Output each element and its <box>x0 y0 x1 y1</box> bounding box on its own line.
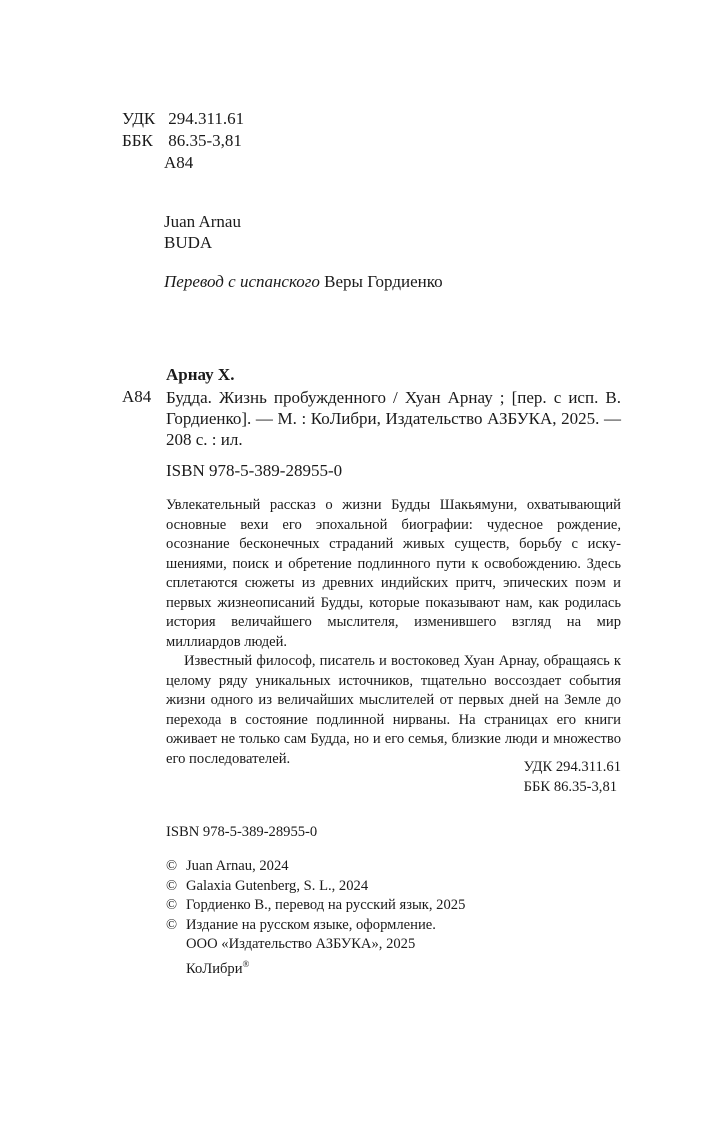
card-author-heading: Арнау Х. <box>166 365 235 384</box>
copyright-text: Juan Arnau, 2024 <box>186 858 289 874</box>
author-mark: А84 <box>164 153 194 172</box>
copyright-line <box>166 877 465 897</box>
copyright-symbol: © <box>166 916 178 933</box>
isbn-bottom: ISBN 978-5-389-28955-0 <box>166 824 318 840</box>
copyright-text: Galaxia Gutenberg, S. L., 2024 <box>186 877 369 894</box>
registered-mark: ® <box>242 958 250 969</box>
copyright-text: Гордиенко В., перевод на русский язык, 2025 <box>186 897 466 913</box>
copyright-block <box>166 857 465 979</box>
card-description: Будда. Жизнь пробужденного / Хуан Арнау ; [пер. с исп. В. Гордиенко]. — М. : КоЛибри, Издательство АЗБУКА, 2025. — 208 с. : ил. <box>166 388 621 449</box>
translation-credit <box>164 272 443 292</box>
udk-row <box>122 108 244 130</box>
copyright-symbol: © <box>166 877 178 894</box>
bbk-value: 86.35-3,81 <box>168 131 242 150</box>
annotation-paragraph-2: Известный философ, писатель и востоковед Хуан Арнау, обращаясь к целому ряду уникальных источников, тщательно воссоздает события жизни одного из величайших мыслителей от первых дней на Земле до перехода в состояние подлинной нирваны. На страницах его книги оживает не только сам Будда, но и его семья, близкие люди и множество его последователей. <box>166 653 621 767</box>
annotation <box>166 496 621 769</box>
copyright-line <box>166 857 465 877</box>
bbk-row <box>122 130 242 152</box>
copyright-line <box>166 916 465 936</box>
udk-value: 294.311.61 <box>168 109 245 128</box>
imprint-name: КоЛибри <box>186 960 243 977</box>
original-author: Juan Arnau <box>164 212 241 231</box>
imprint-line <box>166 955 465 979</box>
classification-right <box>524 757 621 797</box>
bbk-right: ББК 86.35-3,81 <box>523 779 618 795</box>
udk-right: УДК 294.311.61 <box>523 759 621 775</box>
bbk-label: ББК <box>122 131 153 150</box>
card-code: А84 <box>122 387 152 406</box>
translator-name: Веры Гордиенко <box>324 272 443 291</box>
translation-italic: Перевод с испанского <box>164 272 320 291</box>
copyright-symbol: © <box>166 897 178 913</box>
copyright-text: Издание на русском языке, оформление. <box>186 916 436 933</box>
original-title: BUDA <box>164 233 213 252</box>
udk-label: УДК <box>122 109 156 128</box>
annotation-paragraph-1: Увлекательный рассказ о жизни Будды Шакьямуни, охватывающий основные вехи его эпохальной биографии: чудесное рождение, осознание бесконечных страданий живых существ, борьбу с искушениями, поиск и обретение подлинного пути к освобождению. Здесь сплетаются сюжеты из древних индийских притч, эпических поэм и первых жизнеописаний Будды, которые показывают нам, как родилась история величайшего мыслителя, изменившего взгляд на мир миллиардов людей. <box>166 497 621 650</box>
publisher-line: ООО «Издательство АЗБУКА», 2025 <box>186 936 416 952</box>
copyright-symbol: © <box>166 858 178 874</box>
card-isbn: ISBN 978-5-389-28955-0 <box>166 461 343 480</box>
copyright-line <box>166 896 465 916</box>
